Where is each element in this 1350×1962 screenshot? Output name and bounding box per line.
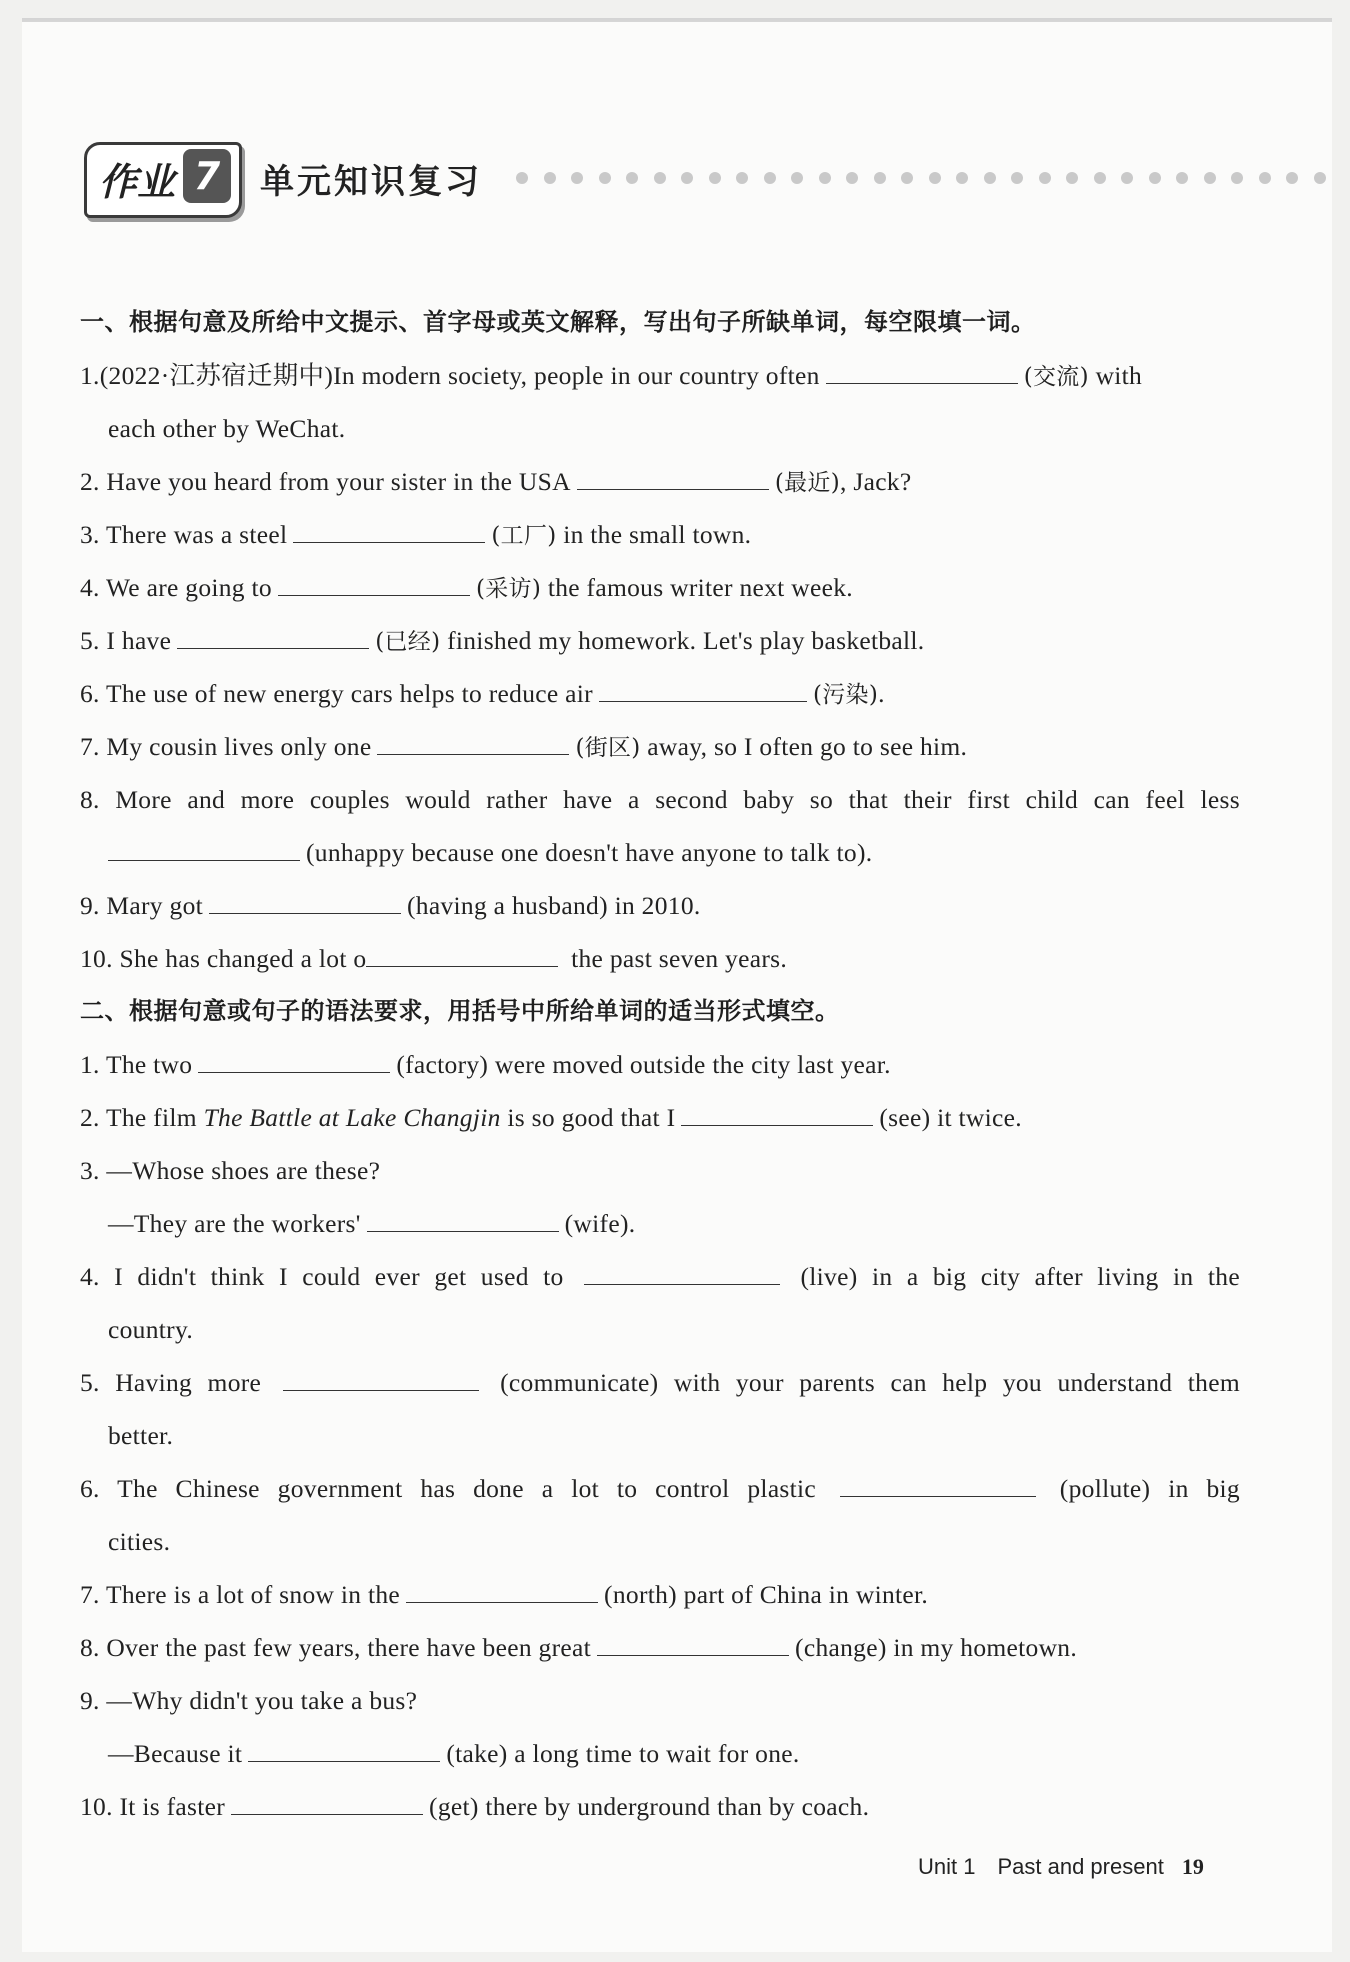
question-text: Having more: [115, 1368, 262, 1397]
rule-dot: [929, 172, 941, 184]
hint: (having a husband): [407, 891, 608, 920]
hint: (污染): [812, 682, 879, 708]
question-number: 4.: [80, 573, 100, 602]
rule-dot: [1231, 172, 1243, 184]
question-text: part of China in winter.: [683, 1580, 929, 1609]
question-text: My cousin lives only one: [106, 732, 372, 761]
question-number: 8.: [80, 785, 100, 814]
answer-blank[interactable]: [577, 459, 769, 490]
answer-blank[interactable]: [599, 671, 807, 702]
rule-dot: [984, 172, 996, 184]
question: [80, 1674, 1240, 1727]
question-text: We are going to: [105, 573, 272, 602]
page-title: 单元知识复习: [260, 162, 482, 202]
question: [80, 667, 1240, 720]
answer-blank[interactable]: [108, 830, 300, 861]
section-2-title: 二、根据句意或句子的语法要求，用括号中所给单词的适当形式填空。: [80, 997, 840, 1025]
question-text: , Jack?: [840, 467, 912, 496]
question: [80, 879, 1240, 932]
rule-dot: [1204, 172, 1216, 184]
answer-blank[interactable]: [584, 1254, 780, 1285]
question-number: 9.: [80, 891, 100, 920]
question-text: The film: [105, 1103, 197, 1132]
question: [80, 1621, 1240, 1674]
question-number: 5.: [80, 626, 100, 655]
rule-dot: [764, 172, 776, 184]
question-text: I have: [106, 626, 172, 655]
question-number: 3.: [80, 1156, 100, 1185]
page-number: 19: [1181, 1854, 1204, 1879]
rule-dot: [1259, 172, 1271, 184]
question: [80, 932, 1240, 985]
question: [80, 1091, 1240, 1144]
question-continuation: better.: [108, 1421, 174, 1450]
question-text: I didn't think I could ever get used to: [114, 1262, 564, 1291]
question: [80, 1144, 1240, 1197]
question: [80, 1462, 1240, 1515]
rule-dot: [1176, 172, 1188, 184]
question-number: 4.: [80, 1262, 100, 1291]
question-number: 8.: [80, 1633, 100, 1662]
answer-blank[interactable]: [231, 1784, 423, 1815]
rule-dot: [626, 172, 638, 184]
question-continuation: [80, 1197, 1240, 1250]
question-text: it twice.: [937, 1103, 1022, 1132]
question-text: —Whose shoes are these?: [106, 1156, 381, 1185]
question-continuation: cities.: [108, 1527, 171, 1556]
rule-dot: [1149, 172, 1161, 184]
rule-dot: [1039, 172, 1051, 184]
question-text: It is faster: [119, 1792, 226, 1821]
question-text: —They are the workers': [108, 1209, 361, 1238]
answer-blank[interactable]: [248, 1731, 440, 1762]
question-text: a long time to wait for one.: [514, 1739, 800, 1768]
question: [80, 773, 1240, 826]
rule-dot: [599, 172, 611, 184]
question-number: 6.: [80, 679, 100, 708]
rule-dot: [736, 172, 748, 184]
answer-blank[interactable]: [681, 1095, 873, 1126]
question-text: the famous writer next week.: [547, 573, 853, 602]
rule-dot: [544, 172, 556, 184]
question-continuation: each other by WeChat.: [108, 414, 346, 443]
question-number: 9.: [80, 1686, 100, 1715]
hint: (已经): [375, 629, 441, 655]
answer-blank[interactable]: [367, 1201, 559, 1232]
footer-unit: Unit 1: [918, 1854, 976, 1879]
question: [80, 1038, 1240, 1091]
question: [80, 1356, 1240, 1409]
question: [80, 349, 1240, 402]
answer-blank[interactable]: [198, 1042, 390, 1073]
rule-dot: [571, 172, 583, 184]
question-text: The two: [105, 1050, 193, 1079]
question-number: 2.: [80, 467, 100, 496]
rule-dot: [1286, 172, 1298, 184]
rule-dot: [846, 172, 858, 184]
rule-dot: [516, 172, 528, 184]
rule-dot: [874, 172, 886, 184]
question-number: 10.: [80, 944, 113, 973]
question-continuation: country.: [108, 1315, 194, 1344]
question-number: 1.: [80, 361, 100, 390]
hint: (get): [429, 1792, 479, 1821]
rule-dot: [901, 172, 913, 184]
question: [80, 508, 1240, 561]
question: [80, 455, 1240, 508]
question-text: with: [1095, 361, 1143, 390]
hint: (north): [604, 1580, 677, 1609]
question-text: There was a steel: [105, 520, 288, 549]
question: [80, 1568, 1240, 1621]
question-number: 10.: [80, 1792, 113, 1821]
hint: (最近): [774, 470, 840, 496]
question-text: Over the past few years, there have been great: [106, 1633, 592, 1662]
hint: (工厂): [491, 523, 557, 549]
question-text: were moved outside the city last year.: [494, 1050, 891, 1079]
question-text: there by underground than by coach.: [485, 1792, 870, 1821]
question-text: She has changed a lot o: [119, 944, 367, 973]
rule-dot: [1314, 172, 1326, 184]
hint: (take): [446, 1739, 508, 1768]
answer-blank[interactable]: [283, 1360, 479, 1391]
answer-blank[interactable]: [177, 618, 369, 649]
question: [80, 1780, 1240, 1833]
question-text: Mary got: [106, 891, 204, 920]
question-text: is so good that I: [507, 1103, 676, 1132]
hint: (live): [800, 1262, 858, 1291]
hint: (采访): [475, 576, 542, 602]
question-text: —Because it: [108, 1739, 243, 1768]
rule-dot: [1094, 172, 1106, 184]
page-footer: [918, 1854, 1204, 1880]
question-text: .: [878, 679, 885, 708]
question-number: 7.: [80, 732, 100, 761]
hint: (communicate): [500, 1368, 659, 1397]
question-number: 3.: [80, 520, 100, 549]
badge-number: 7: [183, 149, 231, 203]
footer-title: Past and present: [997, 1854, 1164, 1879]
question-continuation: [80, 826, 1240, 879]
rule-dot: [1066, 172, 1078, 184]
hint: (factory): [396, 1050, 489, 1079]
question-text: finished my homework. Let's play basketball.: [447, 626, 925, 655]
hint: (交流): [1023, 364, 1089, 390]
question: [80, 1250, 1240, 1303]
question-text: in my hometown.: [893, 1633, 1078, 1662]
question-number: 1.: [80, 1050, 100, 1079]
homework-badge: [84, 142, 242, 218]
question-text: —Why didn't you take a bus?: [106, 1686, 418, 1715]
answer-blank[interactable]: [278, 565, 470, 596]
question-text: away, so I often go to see him.: [647, 732, 968, 761]
question-number: 5.: [80, 1368, 100, 1397]
question-text: the past seven years.: [571, 944, 788, 973]
film-title: The Battle at Lake Changjin: [203, 1103, 501, 1132]
question-number: 7.: [80, 1580, 100, 1609]
exercise-content: [80, 296, 1240, 1833]
answer-blank[interactable]: [840, 1466, 1036, 1497]
answer-blank[interactable]: [366, 936, 558, 967]
rule-dot: [681, 172, 693, 184]
question: [80, 720, 1240, 773]
answer-blank[interactable]: [377, 724, 569, 755]
answer-blank[interactable]: [293, 512, 485, 543]
question-text: in the small town.: [563, 520, 752, 549]
hint: (pollute): [1059, 1474, 1151, 1503]
answer-blank[interactable]: [826, 353, 1018, 384]
answer-blank[interactable]: [406, 1572, 598, 1603]
answer-blank[interactable]: [209, 883, 401, 914]
question-number: 6.: [80, 1474, 100, 1503]
hint: (wife).: [564, 1209, 636, 1238]
rule-dot: [1011, 172, 1023, 184]
question-text: There is a lot of snow in the: [105, 1580, 401, 1609]
dotted-rule: [516, 172, 1332, 186]
question-continuation: [80, 1727, 1240, 1780]
rule-dot: [791, 172, 803, 184]
question-text: Have you heard from your sister in the USA: [106, 467, 571, 496]
badge-label: 作业: [99, 160, 176, 204]
question: [80, 614, 1240, 667]
question-number: 2.: [80, 1103, 100, 1132]
question-text: in 2010.: [614, 891, 701, 920]
question-text: in big: [1168, 1474, 1240, 1503]
question-text: with your parents can help you understand them: [673, 1368, 1240, 1397]
hint: (unhappy because one doesn't have anyone to talk to).: [306, 838, 873, 867]
section-1-title: 一、根据句意及所给中文提示、首字母或英文解释，写出句子所缺单词，每空限填一词。: [80, 308, 1036, 336]
rule-dot: [654, 172, 666, 184]
question: [80, 561, 1240, 614]
question-text: (2022·江苏宿迁期中)In modern society, people in our country often: [99, 361, 820, 390]
question-text: The Chinese government has done a lot to control plastic: [117, 1474, 817, 1503]
rule-dot: [709, 172, 721, 184]
hint: (see): [879, 1103, 931, 1132]
hint: (街区): [575, 735, 641, 761]
hint: (change): [795, 1633, 887, 1662]
rule-dot: [1121, 172, 1133, 184]
question-text: The use of new energy cars helps to reduce air: [105, 679, 593, 708]
question-text: More and more couples would rather have a second baby so that their first child can feel less: [115, 785, 1240, 814]
question-text: in a big city after living in the: [871, 1262, 1240, 1291]
rule-dot: [819, 172, 831, 184]
rule-dot: [956, 172, 968, 184]
answer-blank[interactable]: [597, 1625, 789, 1656]
